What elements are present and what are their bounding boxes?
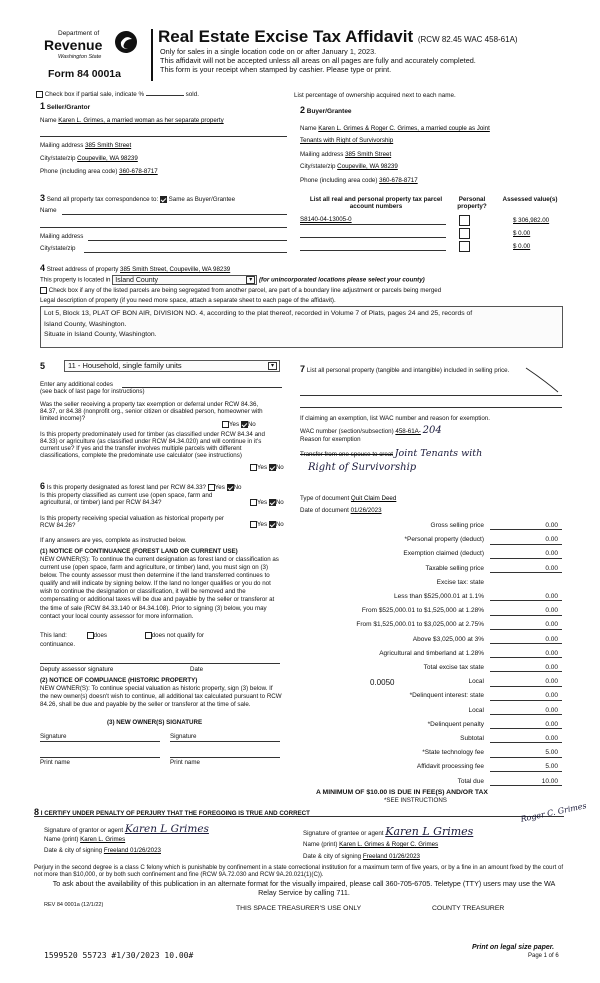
see-instructions: *SEE INSTRUCTIONS	[384, 797, 447, 804]
codes-line2: (see back of last page for instructions)	[40, 388, 145, 396]
q-forest-text: Is this property designated as forest land per RCW 84.33?	[46, 484, 206, 491]
codes-line1: Enter any additional codes	[40, 381, 113, 388]
deputy-signature-line[interactable]	[40, 663, 280, 664]
parcel-line-1	[300, 224, 446, 225]
buyer-name-label: Name	[300, 125, 317, 132]
tax-row-value[interactable]: 0.00	[490, 678, 562, 686]
q-forest	[40, 481, 241, 491]
parcel-number-field[interactable]: S8140-04-13005-0	[300, 216, 352, 223]
tax-row-label: Exemption claimed (deduct)	[403, 550, 484, 558]
tax-row-value[interactable]: 10.00	[490, 778, 562, 786]
seller-mailing-label: Mailing address	[40, 142, 84, 149]
this-land-row	[40, 632, 204, 639]
current-use-yes-label: Yes	[257, 499, 268, 507]
alt-format-text: To ask about the availability of this publication in an alternate format for the visually impaired, please call 360-705-6705. Teletype (TTY) users may use the WA Relay Service by calling 711.	[52, 879, 556, 897]
doc-type-row	[300, 495, 396, 502]
buyer-mailing-label: Mailing address	[300, 151, 344, 158]
buyer-num: 2	[300, 105, 306, 115]
tax-row-value[interactable]: 5.00	[490, 749, 562, 757]
form-number: Form 84 0001a	[48, 68, 121, 80]
section3-city-line[interactable]	[84, 252, 287, 253]
section3-city-row	[40, 245, 75, 252]
notice1-body: NEW OWNER(S): To continue the current designation as forest land or classification as current use (open space, farm and agriculture, or timber) land, you must sign on (3) below. The county assessor must then determine if the land transferred continues to qualify and will indicate by signing below. If the land no longer qualifies or you do not wish to continue the designation or classification, it will be removed and the compensating or additional taxes will be due and payable by the seller or transferor at the time of sale (RCW 84.33.140 or 84.34.108). Prior to signing (3) below, you may contact your local county assessor for more information.	[40, 556, 279, 620]
buyer-phone-field[interactable]: 360-678-8717	[379, 177, 418, 184]
section7-text: List all personal property (tangible and intangible) included in selling price.	[306, 367, 510, 374]
additional-codes-label	[40, 381, 145, 395]
wac-row	[300, 425, 442, 437]
personal-property-line-1[interactable]	[300, 395, 562, 396]
grantor-name-field[interactable]: Karen L. Grimes	[80, 836, 126, 843]
seller-name-line2	[40, 136, 287, 137]
list-pct-text: List percentage of ownership acquired next to each name.	[294, 92, 456, 99]
q-exemption-yesno	[222, 421, 256, 428]
seller-phone-label: Phone (including area code)	[40, 168, 118, 175]
header-line-3	[160, 66, 391, 74]
street-address-field[interactable]: 385 Smith Street, Coupeville, WA 98239	[120, 266, 231, 273]
tax-row-label: Subtotal	[460, 735, 484, 742]
tax-row-value[interactable]: 0.00	[490, 735, 562, 743]
seller-mailing-field[interactable]: 385 Smith Street	[85, 142, 132, 149]
current-use-no-checkbox[interactable]	[269, 499, 276, 506]
timber-yes-checkbox[interactable]	[250, 464, 257, 471]
dept-revenue: Revenue	[44, 37, 103, 53]
section3-name-line2[interactable]	[40, 227, 287, 228]
tax-row-value[interactable]: 0.00	[490, 607, 562, 615]
header-line-1: Only for sales in a single location code on or after January 1, 2023.	[160, 47, 377, 56]
seller-phone-row	[40, 168, 158, 175]
tax-row-label: Agricultural and timberland at 1.28%	[379, 649, 484, 657]
land-use-select[interactable]	[64, 360, 280, 372]
dept-state: Washington State	[58, 54, 102, 60]
tax-row-label: Excise tax: state	[436, 578, 484, 586]
reason-row	[300, 449, 482, 460]
current-use-no-label: No	[275, 499, 284, 507]
does-not-label: does not qualify for	[151, 632, 205, 640]
section3-text: Send all property tax correspondence to:	[46, 196, 159, 203]
seller-phone-field[interactable]: 360-678-8717	[119, 168, 158, 175]
buyer-mailing-row	[300, 151, 391, 158]
deputy-date-label: Date	[190, 666, 204, 673]
chevron-down-icon[interactable]: ▾	[268, 362, 277, 370]
q-current-use	[40, 492, 240, 506]
forest-no-label: No	[233, 484, 242, 491]
tax-row-label: Local	[468, 678, 484, 686]
grantee-date-row	[303, 853, 420, 860]
grantor-signature[interactable]: Karen L Grimes	[124, 823, 209, 835]
q-historic	[40, 515, 240, 529]
seller-mailing-row	[40, 142, 131, 149]
exempt-text: If claiming an exemption, list WAC number and reason for exemption.	[300, 415, 490, 422]
buyer-name-row-2	[300, 137, 393, 144]
seller-city-field[interactable]: Coupeville, WA 98239	[77, 155, 138, 162]
buyer-name-row	[300, 125, 562, 132]
owner-sig-line-2[interactable]	[170, 741, 280, 742]
tax-row-label: *State technology fee	[422, 749, 484, 757]
unincorp-note: (for unincorporated locations please select your county)	[258, 276, 425, 284]
handwritten-slash-mark	[524, 366, 564, 396]
wac-field[interactable]: 458-61A-	[395, 428, 421, 435]
wa-state-logo-icon	[114, 30, 138, 54]
legal-label: Legal description of property (if you need more space, attach a separate sheet to each page of the affidavit).	[40, 297, 336, 304]
assessed-value-2[interactable]: $ 0.00	[513, 230, 531, 237]
section3-num: 3	[40, 193, 46, 203]
additional-codes-field[interactable]	[122, 387, 282, 388]
owner-sig-line-1[interactable]	[40, 741, 160, 742]
seller-title: Seller/Grantor	[46, 104, 91, 111]
segregated-checkbox[interactable]	[40, 287, 47, 294]
grantor-date-row	[44, 847, 161, 854]
section3-mailing-row	[40, 233, 83, 240]
this-land-label: This land:	[40, 632, 67, 640]
q-current-use-text: Is this property classified as current use (open space, farm and agricultural, or timber) land per RCW 84.34?	[40, 492, 213, 507]
exemption-no-label: No	[247, 421, 256, 429]
section7-row	[300, 364, 560, 374]
section8-num: 8	[34, 807, 40, 817]
minimum-due: A MINIMUM OF $10.00 IS DUE IN FEE(S) AND/OR TAX	[316, 789, 488, 796]
tax-row-label: Gross selling price	[430, 522, 484, 529]
notice3-heading: (3) NEW OWNER(S) SIGNATURE	[107, 719, 203, 726]
forest-yes-checkbox[interactable]	[208, 484, 215, 491]
perjury-body: Perjury in the second degree is a class C felony which is punishable by confinement in a state correctional institution for a maximum term of five years, or by a fine in an amount fixed by the court of not more than $10,000, or by both such confinement and fine (RCW 9A.72.030 and RCW 9A.20.021(1)(C)).	[34, 864, 564, 878]
buyer-city-label: City/state/zip	[300, 163, 336, 170]
parcel-line-2[interactable]	[300, 237, 446, 238]
segregated-row	[40, 287, 441, 294]
q-timber-yesno	[250, 464, 284, 471]
tax-row-label: Less than $525,000.01 at 1.1%	[394, 593, 484, 600]
same-as-buyer-label: Same as Buyer/Grantee	[168, 196, 236, 203]
tax-row-value[interactable]: 0.00	[490, 565, 562, 573]
historic-yes-checkbox[interactable]	[250, 521, 257, 528]
cashier-stamp: 1599520 55723 #1/30/2023 10.00#	[44, 951, 194, 960]
perjury-text	[34, 864, 568, 878]
tax-row-label: *Delinquent penalty	[427, 720, 484, 728]
doc-date-label: Date of document	[300, 507, 349, 514]
tax-row-label: Taxable selling price	[425, 564, 484, 572]
current-use-yes-checkbox[interactable]	[250, 499, 257, 506]
deputy-label: Deputy assessor signature	[40, 666, 114, 673]
legal-line-3: Situate in Island County, Washington.	[44, 331, 157, 338]
buyer-name-field-1[interactable]: Karen L. Grimes & Roger C. Grimes, a married couple as Joint	[318, 125, 490, 132]
does-label: does	[93, 632, 107, 640]
dept-of: Department of	[58, 30, 100, 37]
street-label: Street address of property	[46, 266, 119, 273]
grantor-name-label: Name (print)	[44, 836, 79, 843]
legal-paper-note: Print on legal size paper.	[472, 944, 555, 951]
q-current-use-yesno	[250, 499, 284, 506]
parcel-row-1	[300, 216, 450, 223]
partial-sale-row	[36, 91, 199, 98]
owner-print-line-2[interactable]	[170, 757, 280, 758]
section3-name-line[interactable]	[62, 214, 287, 215]
certify-divider	[34, 816, 564, 817]
form-title-row	[158, 27, 518, 47]
wac-label: WAC number (section/subsection)	[300, 428, 394, 435]
tax-row-label: Total excise tax state	[423, 664, 484, 671]
reason-typed[interactable]: Transfer from one spouse to creat	[300, 451, 393, 458]
q-historic-yesno	[250, 521, 284, 528]
exemption-yes-label: Yes	[229, 421, 240, 429]
land-use-value: 11 - Household, single family units	[68, 361, 182, 370]
notice2-heading: (2) NOTICE OF COMPLIANCE (HISTORIC PROPERTY)	[40, 677, 198, 684]
grantee-name-field[interactable]: Karen L. Grimes & Roger C. Grimes	[339, 841, 439, 848]
timber-no-checkbox[interactable]	[269, 464, 276, 471]
tax-row-label: Above $3,025,000 at 3%	[412, 635, 484, 643]
parcel-line-3[interactable]	[300, 250, 446, 251]
section3-name-label: Name	[40, 207, 57, 214]
section5-row	[40, 361, 45, 371]
owner-print-label-2: Print name	[170, 759, 200, 766]
assessed-value-3[interactable]: $ 0.00	[513, 243, 531, 250]
if-yes-text: If any answers are yes, complete as instructed below.	[40, 537, 187, 544]
seller-name-row	[40, 117, 287, 124]
buyer-city-field[interactable]: Coupeville, WA 98239	[337, 163, 398, 170]
county-select[interactable]	[112, 275, 257, 285]
timber-yes-label: Yes	[257, 464, 268, 472]
reason-label: Reason for exemption	[300, 436, 361, 443]
section7-num: 7	[300, 364, 306, 374]
legal-description-field[interactable]	[40, 306, 563, 348]
doc-date-field[interactable]: 01/26/2023	[350, 507, 382, 514]
tax-row-label: *Delinquent interest: state	[409, 692, 484, 700]
tax-row-value[interactable]: 0.00	[490, 692, 562, 700]
grantee-date-field[interactable]: Freeland 01/26/2023	[362, 853, 420, 860]
grantee-cosigner-signature: Roger C. Grimes	[519, 801, 588, 824]
grantor-date-field[interactable]: Freeland 01/26/2023	[103, 847, 161, 854]
tax-row-value[interactable]: 5.00	[490, 763, 562, 771]
grantor-date-label: Date & city of signing	[44, 847, 103, 854]
seller-city-row	[40, 155, 138, 162]
personal-property-line-2[interactable]	[300, 407, 562, 408]
assessed-value-1[interactable]: $ 306,982.00	[513, 217, 550, 224]
personal-property-checkbox-2[interactable]	[459, 228, 470, 239]
exemption-no-checkbox[interactable]	[241, 421, 248, 428]
county-treasurer: COUNTY TREASURER	[432, 905, 505, 912]
parcel-col-header: List all real and personal property tax parcel account numbers	[309, 196, 443, 211]
tax-row-value[interactable]: 0.00	[490, 707, 562, 715]
tax-row-value[interactable]: 0.00	[490, 522, 562, 530]
section3-mailing-line[interactable]	[88, 240, 287, 241]
same-as-buyer-checkbox[interactable]	[160, 196, 167, 203]
personal-property-checkbox-3[interactable]	[459, 241, 470, 252]
does-not-checkbox[interactable]	[145, 632, 152, 639]
wac-handwritten: 204	[422, 425, 442, 436]
buyer-heading	[300, 105, 352, 115]
tax-row-value[interactable]: 0.00	[490, 621, 562, 629]
buyer-city-row	[300, 163, 398, 170]
located-label: This property is located in	[40, 276, 111, 284]
section4-street-row	[40, 263, 230, 273]
q-timber	[40, 431, 270, 460]
does-checkbox[interactable]	[87, 632, 94, 639]
page-number: Page 1 of 6	[528, 953, 559, 959]
seller-num: 1	[40, 101, 46, 111]
assessed-col-header: Assessed value(s)	[502, 196, 558, 203]
form-title: Real Estate Excise Tax Affidavit	[158, 27, 414, 46]
county-value: Island County	[115, 277, 159, 284]
reason-hand-2: Right of Survivorship	[308, 462, 417, 473]
grantee-sig-row	[303, 826, 473, 839]
section3-heading	[40, 193, 235, 203]
tax-row-label: From $525,000.01 to $1,525,000 at 1.28%	[361, 607, 484, 615]
grantor-sig-row	[44, 823, 209, 835]
reason-hand-1: Joint Tenants with	[394, 448, 483, 459]
tax-row-label: Local	[468, 706, 484, 714]
notice2-body: NEW OWNER(S): To continue special valuation as historic property, sign (3) below. If the new owner(s) doesn't wish to continue, all additional tax calculated pursuant to RCW 84.26, shall be due and payable by the seller or transferor at the time of sale.	[40, 685, 282, 709]
tax-row-value[interactable]: 0.00	[490, 536, 562, 544]
chevron-down-icon[interactable]: ▾	[246, 276, 255, 284]
header-line-3-text: This form is your receipt when stamped by cashier. Please type or print.	[160, 65, 392, 74]
q-historic-text: Is this property receiving special valuation as historical property per RCW 84.26?	[40, 515, 224, 530]
buyer-phone-row	[300, 177, 418, 184]
timber-no-label: No	[275, 464, 284, 472]
tax-row-value[interactable]: 0.00	[490, 593, 562, 601]
section4-num: 4	[40, 263, 46, 273]
historic-yes-label: Yes	[257, 521, 268, 529]
dor-logo	[44, 30, 134, 66]
tax-row-value[interactable]: 0.00	[490, 636, 562, 644]
personal-property-checkbox-1[interactable]	[459, 215, 470, 226]
seller-city-label: City/state/zip	[40, 155, 76, 162]
q-exemption	[40, 401, 272, 422]
doc-type-label: Type of document	[300, 495, 350, 502]
tax-row-label: *Personal property (deduct)	[404, 536, 484, 544]
tax-row-label: Total due	[457, 777, 484, 785]
owner-sig-label-1: Signature	[40, 733, 67, 740]
partial-sale-label: Check box if partial sale, indicate %	[44, 91, 145, 99]
buyer-phone-label: Phone (including area code)	[300, 177, 378, 184]
section5-num: 5	[40, 361, 46, 371]
grantee-name-row	[303, 841, 438, 848]
q-exemption-text: Was the seller receiving a property tax exemption or deferral under RCW 84.36, 84.37, or 84.38 (nonprofit org., senior citizen or disabled person, homeowner with limited income)?	[40, 401, 263, 423]
seller-name-label: Name	[40, 117, 57, 124]
segregated-text: Check box if any of the listed parcels are being segregated from another parcel, are part of a boundary line adjustment or parcels being merged	[48, 287, 442, 295]
historic-no-label: No	[275, 521, 284, 529]
grantor-name-row	[44, 836, 125, 843]
owner-print-label-1: Print name	[40, 759, 70, 766]
form-rcw: (RCW 82.45 WAC 458-61A)	[417, 35, 518, 44]
grantee-date-label: Date & city of signing	[303, 853, 362, 860]
grantor-sig-label: Signature of grantor or agent	[44, 827, 124, 834]
partial-pct-field[interactable]	[146, 95, 184, 96]
seller-heading	[40, 101, 90, 111]
tax-row-value[interactable]: 0.00	[490, 650, 562, 658]
notice1-heading: (1) NOTICE OF CONTINUANCE (FOREST LAND OR CURRENT USE)	[40, 548, 238, 555]
forest-yes-label: Yes	[214, 484, 225, 491]
tax-row-label: Affidavit processing fee	[416, 763, 484, 771]
grantee-signature[interactable]: Karen L Grimes	[385, 825, 474, 838]
doc-date-row	[300, 507, 382, 514]
doc-type-field[interactable]: Quit Claim Deed	[350, 495, 397, 502]
forest-no-checkbox[interactable]	[227, 484, 234, 491]
exemption-yes-checkbox[interactable]	[222, 421, 229, 428]
partial-sale-checkbox[interactable]	[36, 91, 43, 98]
historic-no-checkbox[interactable]	[269, 521, 276, 528]
legal-line-2: Island County, Washington.	[44, 320, 127, 328]
certify-text: I CERTIFY UNDER PENALTY OF PERJURY THAT THE FOREGOING IS TRUE AND CORRECT	[40, 810, 310, 817]
partial-sold: sold.	[185, 91, 199, 99]
q-timber-text: Is this property predominately used for timber (as classified under RCW 84.34 and 84.33) or agriculture (as classified under RCW 84.34.020) and will continue in it's current use? If yes and the transfer involves multiple parcels with different classifications, complete the predominate use calculator (see instructions)	[40, 431, 265, 460]
tax-row-value[interactable]: 0.00	[490, 721, 562, 729]
tax-row-value[interactable]: 0.00	[490, 550, 562, 558]
tax-row-label: From $1,525,000.01 to $3,025,000 at 2.75%	[356, 621, 484, 629]
buyer-title: Buyer/Grantee	[306, 108, 352, 115]
grantee-name-label: Name (print)	[303, 841, 338, 848]
rev-number: REV 84 0001a (12/1/22)	[44, 902, 104, 908]
personal-col-header: Personal property?	[457, 196, 487, 211]
grantee-sig-label: Signature of grantee or agent	[303, 830, 384, 837]
header-line-2: This affidavit will not be accepted unless all areas on all pages are fully and accurately completed.	[160, 56, 476, 65]
section3-city-label: City/state/zip	[40, 245, 76, 252]
legal-line-1: Lot 5, Block 13, PLAT OF BON AIR, DIVISION NO. 4, according to the plat thereof, recorded in Volume 7 of Plats, pages 24 and 25, records of	[44, 310, 473, 317]
owner-sig-label-2: Signature	[170, 733, 197, 740]
section6-num: 6	[40, 481, 46, 491]
buyer-mailing-field[interactable]: 385 Smith Street	[345, 151, 392, 158]
buyer-name-field-2[interactable]: Tenants with Right of Survivorship	[300, 137, 394, 144]
header-divider	[151, 29, 153, 81]
seller-name-field[interactable]: Karen L. Grimes, a married woman as her separate property	[58, 117, 224, 124]
continuance-label: continuance.	[40, 641, 76, 648]
tax-row-value[interactable]: 0.00	[490, 664, 562, 672]
treasurer-use-only: THIS SPACE TREASURER'S USE ONLY	[236, 905, 362, 912]
section3-mailing-label: Mailing address	[40, 233, 84, 240]
local-rate: 0.0050	[370, 678, 395, 687]
owner-print-line-1[interactable]	[40, 757, 160, 758]
located-row	[40, 275, 425, 285]
